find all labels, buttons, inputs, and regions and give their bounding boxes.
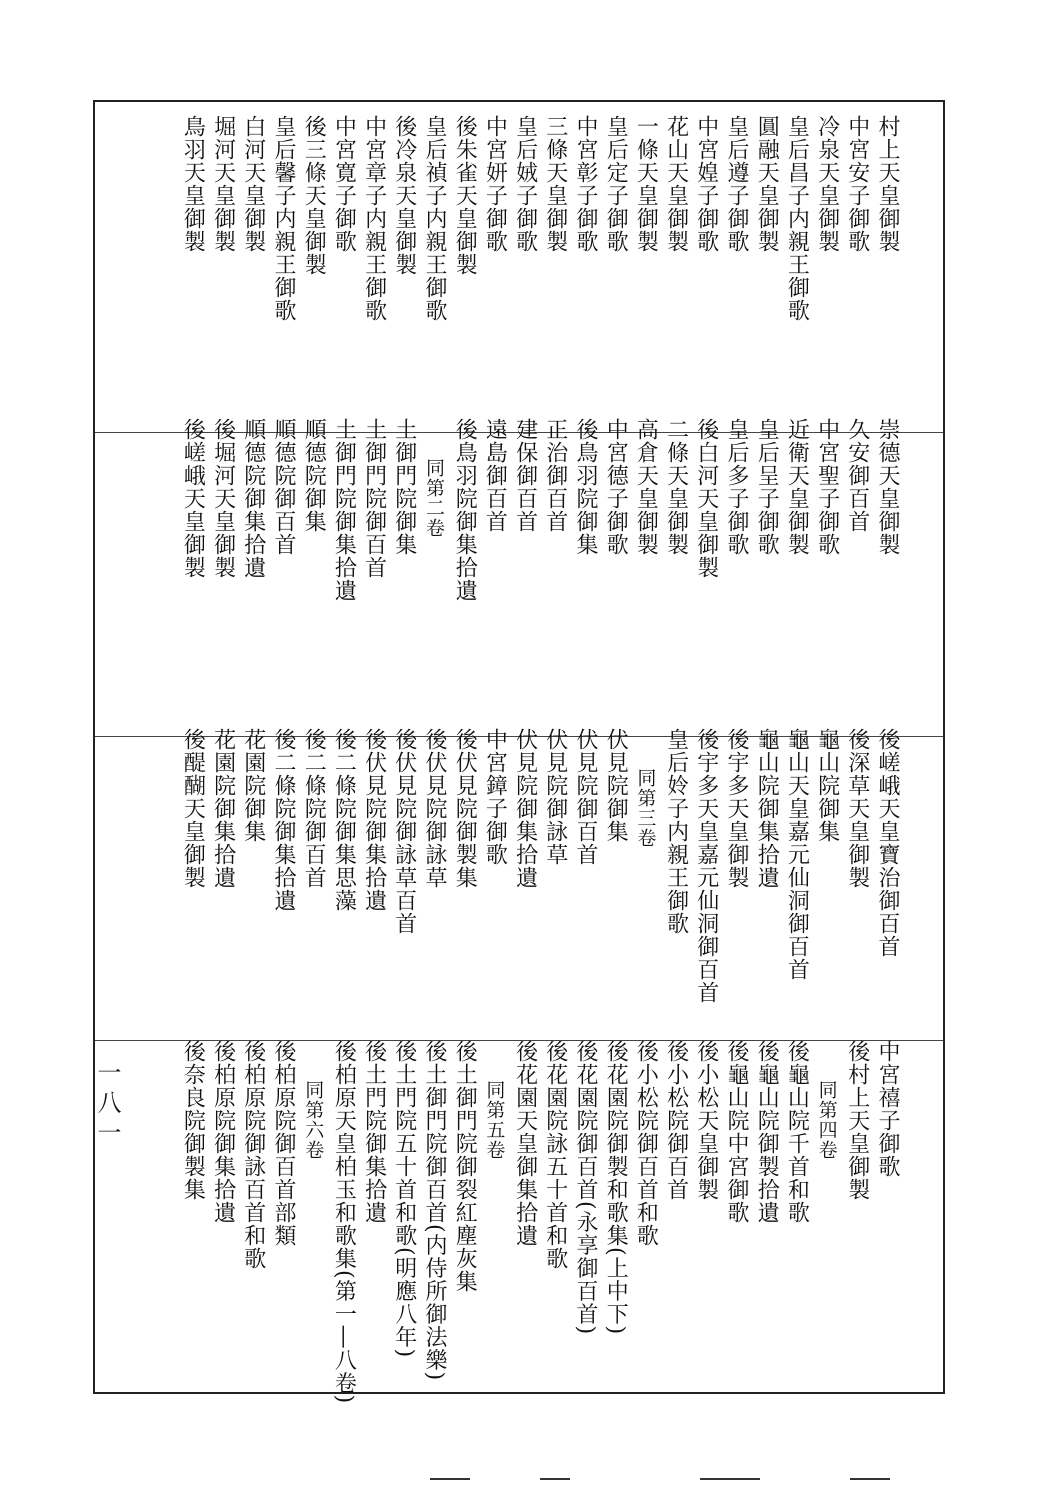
toc-entry: 土御門院御集 (391, 418, 417, 556)
toc-entry: 皇后昌子内親王御歌 (784, 115, 810, 322)
toc-entry: 三條天皇御製 (542, 115, 568, 253)
toc-entry: 後小松天皇御製 (693, 1040, 719, 1201)
toc-entry: 後深草天皇御製 (844, 728, 870, 889)
toc-entry: 中宮德子御歌 (603, 418, 629, 556)
toc-entry: 後花園天皇御集拾遺 (512, 1040, 538, 1247)
toc-entry: 皇后遵子御歌 (724, 115, 749, 253)
toc-entry: 後村上天皇御製 (844, 1040, 870, 1201)
volume-heading: 同第六卷 (302, 1080, 325, 1160)
toc-entry: 後白河天皇御製 (693, 418, 719, 579)
toc-entry: 鳥羽天皇御製 (180, 115, 206, 253)
toc-entry: 後朱雀天皇御製 (452, 115, 478, 276)
toc-entry: 二條天皇御製 (663, 418, 689, 556)
toc-entry: 伏見院御集拾遺 (512, 728, 538, 889)
toc-entry: 堀河天皇御製 (210, 115, 236, 253)
toc-entry: 中宮寛子御歌 (331, 115, 357, 253)
toc-entry: 龜山院御集拾遺 (754, 728, 780, 889)
toc-entry: 中宮鏱子御歌 (482, 728, 508, 866)
toc-entry: 後醍醐天皇御製 (180, 728, 206, 889)
toc-entry: 後花園院御百首(永享御百首) (573, 1040, 598, 1336)
toc-entry: 冷泉天皇御製 (814, 115, 840, 253)
toc-entry: 中宮聖子御歌 (814, 418, 840, 556)
toc-entry: 後土御門院御裂紅塵灰集 (452, 1040, 478, 1293)
toc-entry: 皇后禎子内親王御歌 (422, 115, 447, 322)
toc-entry: 土御門院御百首 (361, 418, 387, 579)
toc-entry: 後花園院詠五十首和歌 (542, 1040, 568, 1270)
toc-entry: 順德院御集 (301, 418, 327, 533)
toc-entry: 久安御百首 (844, 418, 870, 533)
toc-entry: 後土御門院御百首(内侍所御法樂) (422, 1040, 447, 1382)
toc-entry: 後土門院御集拾遺 (361, 1040, 387, 1224)
toc-entry: 後龜山院千首和歌 (784, 1040, 810, 1224)
toc-entry: 一條天皇御製 (633, 115, 659, 253)
toc-entry: 花園院御集 (240, 728, 266, 843)
volume-heading: 同第五卷 (483, 1080, 506, 1160)
toc-entry: 皇后呈子御歌 (754, 418, 780, 556)
toc-entry: 後小松院御百首 (663, 1040, 689, 1201)
toc-entry: 順德院御集拾遺 (240, 418, 266, 579)
toc-entry: 皇后定子御歌 (603, 115, 629, 253)
toc-entry: 後花園院御製和歌集(上中下) (603, 1040, 629, 1336)
toc-entry: 中宮安子御歌 (844, 115, 870, 253)
toc-entry: 村上天皇御製 (875, 115, 900, 253)
volume-heading: 同第三卷 (634, 768, 657, 848)
toc-entry: 後柏原天皇柏玉和歌集(第一―八卷) (331, 1040, 357, 1405)
toc-entry: 後宇多天皇御製 (724, 728, 749, 889)
toc-entry: 後嵯峨天皇寶治御百首 (875, 728, 900, 958)
toc-entry: 後二條院御百首 (301, 728, 327, 889)
toc-entry: 伏見院御百首 (573, 728, 598, 866)
toc-entry: 花山天皇御製 (663, 115, 689, 253)
toc-entry: 土御門院御集拾遺 (331, 418, 357, 602)
toc-entry: 後龜山院中宮御歌 (724, 1040, 749, 1224)
toc-entry: 中宮禧子御歌 (875, 1040, 900, 1178)
toc-entry: 中宮章子内親王御歌 (361, 115, 387, 322)
toc-entry: 高倉天皇御製 (633, 418, 659, 556)
toc-entry: 後宇多天皇嘉元仙洞御百首 (693, 728, 719, 1004)
page-number: 一八一 (93, 1060, 121, 1150)
toc-entry: 後伏見院御製集 (452, 728, 478, 889)
toc-entry: 後三條天皇御製 (301, 115, 327, 276)
toc-entry: 伏見院御集 (603, 728, 629, 843)
toc-entry: 順德院御百首 (271, 418, 296, 556)
toc-entry: 後小松院御百首和歌 (633, 1040, 659, 1247)
toc-entry: 中宮媓子御歌 (693, 115, 719, 253)
toc-entry: 正治御百首 (542, 418, 568, 533)
toc-entry: 花園院御集拾遺 (210, 728, 236, 889)
toc-entry: 後奈良院御製集 (180, 1040, 206, 1201)
toc-entry: 後土門院五十首和歌(明應八年) (391, 1040, 417, 1359)
toc-entry: 後龜山院御製拾遺 (754, 1040, 780, 1224)
toc-entry: 伏見院御詠草 (542, 728, 568, 866)
toc-entry: 白河天皇御製 (240, 115, 266, 253)
toc-entry: 皇后馨子内親王御歌 (271, 115, 296, 322)
toc-entry: 後冷泉天皇御製 (391, 115, 417, 276)
scan-edge-mark (540, 1478, 570, 1480)
scan-edge-mark (430, 1478, 470, 1480)
toc-entry: 遠島御百首 (482, 418, 508, 533)
toc-entry: 後二條院御集拾遺 (271, 728, 296, 912)
toc-entry: 後嵯峨天皇御製 (180, 418, 206, 579)
toc-entry: 後伏見院御詠草百首 (391, 728, 417, 935)
scan-edge-mark (700, 1478, 760, 1480)
toc-entry: 後柏原院御詠百首和歌 (240, 1040, 266, 1270)
toc-entry: 崇德天皇御製 (875, 418, 900, 556)
toc-entry: 後伏見院御詠草 (422, 728, 447, 889)
toc-entry: 皇后多子御歌 (724, 418, 749, 556)
toc-entry: 圓融天皇御製 (754, 115, 780, 253)
toc-entry: 皇后娀子御歌 (512, 115, 538, 253)
volume-heading: 同第二卷 (423, 458, 445, 538)
toc-entry: 中宮彰子御歌 (573, 115, 598, 253)
toc-entry: 後柏原院御集拾遺 (210, 1040, 236, 1224)
toc-entry: 中宮妍子御歌 (482, 115, 508, 253)
volume-heading: 同第四卷 (815, 1080, 838, 1160)
toc-entry: 後堀河天皇御製 (210, 418, 236, 579)
toc-entry: 龜山天皇嘉元仙洞御百首 (784, 728, 810, 981)
toc-entry: 建保御百首 (512, 418, 538, 533)
toc-entry: 皇后姈子内親王御歌 (663, 728, 689, 935)
toc-entry: 後柏原院御百首部類 (271, 1040, 296, 1247)
toc-entry: 後鳥羽院御集拾遺 (452, 418, 478, 602)
scan-edge-mark (850, 1478, 890, 1480)
toc-entry: 後二條院御集思藻 (331, 728, 357, 912)
toc-entry: 近衛天皇御製 (784, 418, 810, 556)
toc-entry: 龜山院御集 (814, 728, 840, 843)
toc-entry: 後伏見院御集拾遺 (361, 728, 387, 912)
toc-entry: 後鳥羽院御集 (573, 418, 598, 556)
